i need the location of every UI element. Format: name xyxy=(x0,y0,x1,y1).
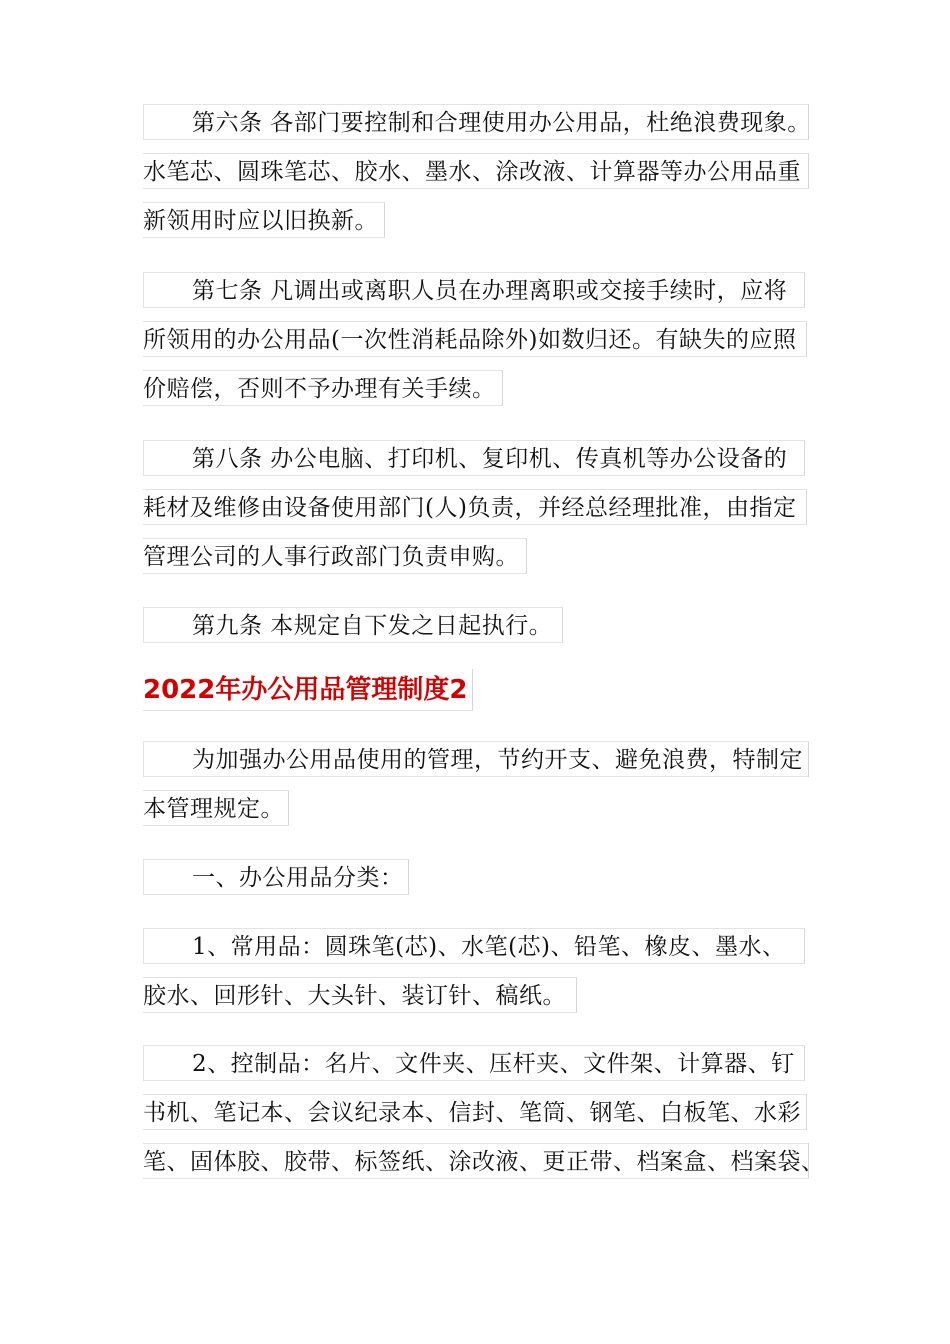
article-6-line-1: 第六条 各部门要控制和合理使用办公用品，杜绝浪费现象。 xyxy=(143,104,809,140)
article-7-line-1: 第七条 凡调出或离职人员在办理离职或交接手续时，应将 xyxy=(143,272,805,308)
article-6-line-3: 新领用时应以旧换新。 xyxy=(143,202,385,238)
article-6-line-2: 水笔芯、圆珠笔芯、胶水、墨水、涂改液、计算器等办公用品重 xyxy=(143,153,809,189)
item-2-line-1: 2、控制品：名片、文件夹、压杆夹、文件架、计算器、钉 xyxy=(143,1045,805,1081)
intro-line-1: 为加强办公用品使用的管理，节约开支、避免浪费，特制定 xyxy=(143,741,809,777)
article-9-line-1: 第九条 本规定自下发之日起执行。 xyxy=(143,607,563,643)
intro-line-2: 本管理规定。 xyxy=(143,790,289,826)
item-2-line-3: 笔、固体胶、胶带、标签纸、涂改液、更正带、档案盒、档案袋、 xyxy=(143,1143,809,1179)
section-heading: 2022年办公用品管理制度2 xyxy=(143,669,473,711)
article-7-line-3: 价赔偿，否则不予办理有关手续。 xyxy=(143,370,503,406)
article-8-line-3: 管理公司的人事行政部门负责申购。 xyxy=(143,538,527,574)
item-1-line-2: 胶水、回形针、大头针、装订针、稿纸。 xyxy=(143,977,577,1013)
article-7-line-2: 所领用的办公用品(一次性消耗品除外)如数归还。有缺失的应照 xyxy=(143,321,807,357)
item-1-line-1: 1、常用品：圆珠笔(芯)、水笔(芯)、铅笔、橡皮、墨水、 xyxy=(143,928,805,964)
article-8-line-1: 第八条 办公电脑、打印机、复印机、传真机等办公设备的 xyxy=(143,440,805,476)
item-2-line-2: 书机、笔记本、会议纪录本、信封、笔筒、钢笔、白板笔、水彩 xyxy=(143,1094,807,1130)
article-8-line-2: 耗材及维修由设备使用部门(人)负责，并经总经理批准，由指定 xyxy=(143,489,807,525)
section-1-title: 一、办公用品分类： xyxy=(143,859,409,895)
